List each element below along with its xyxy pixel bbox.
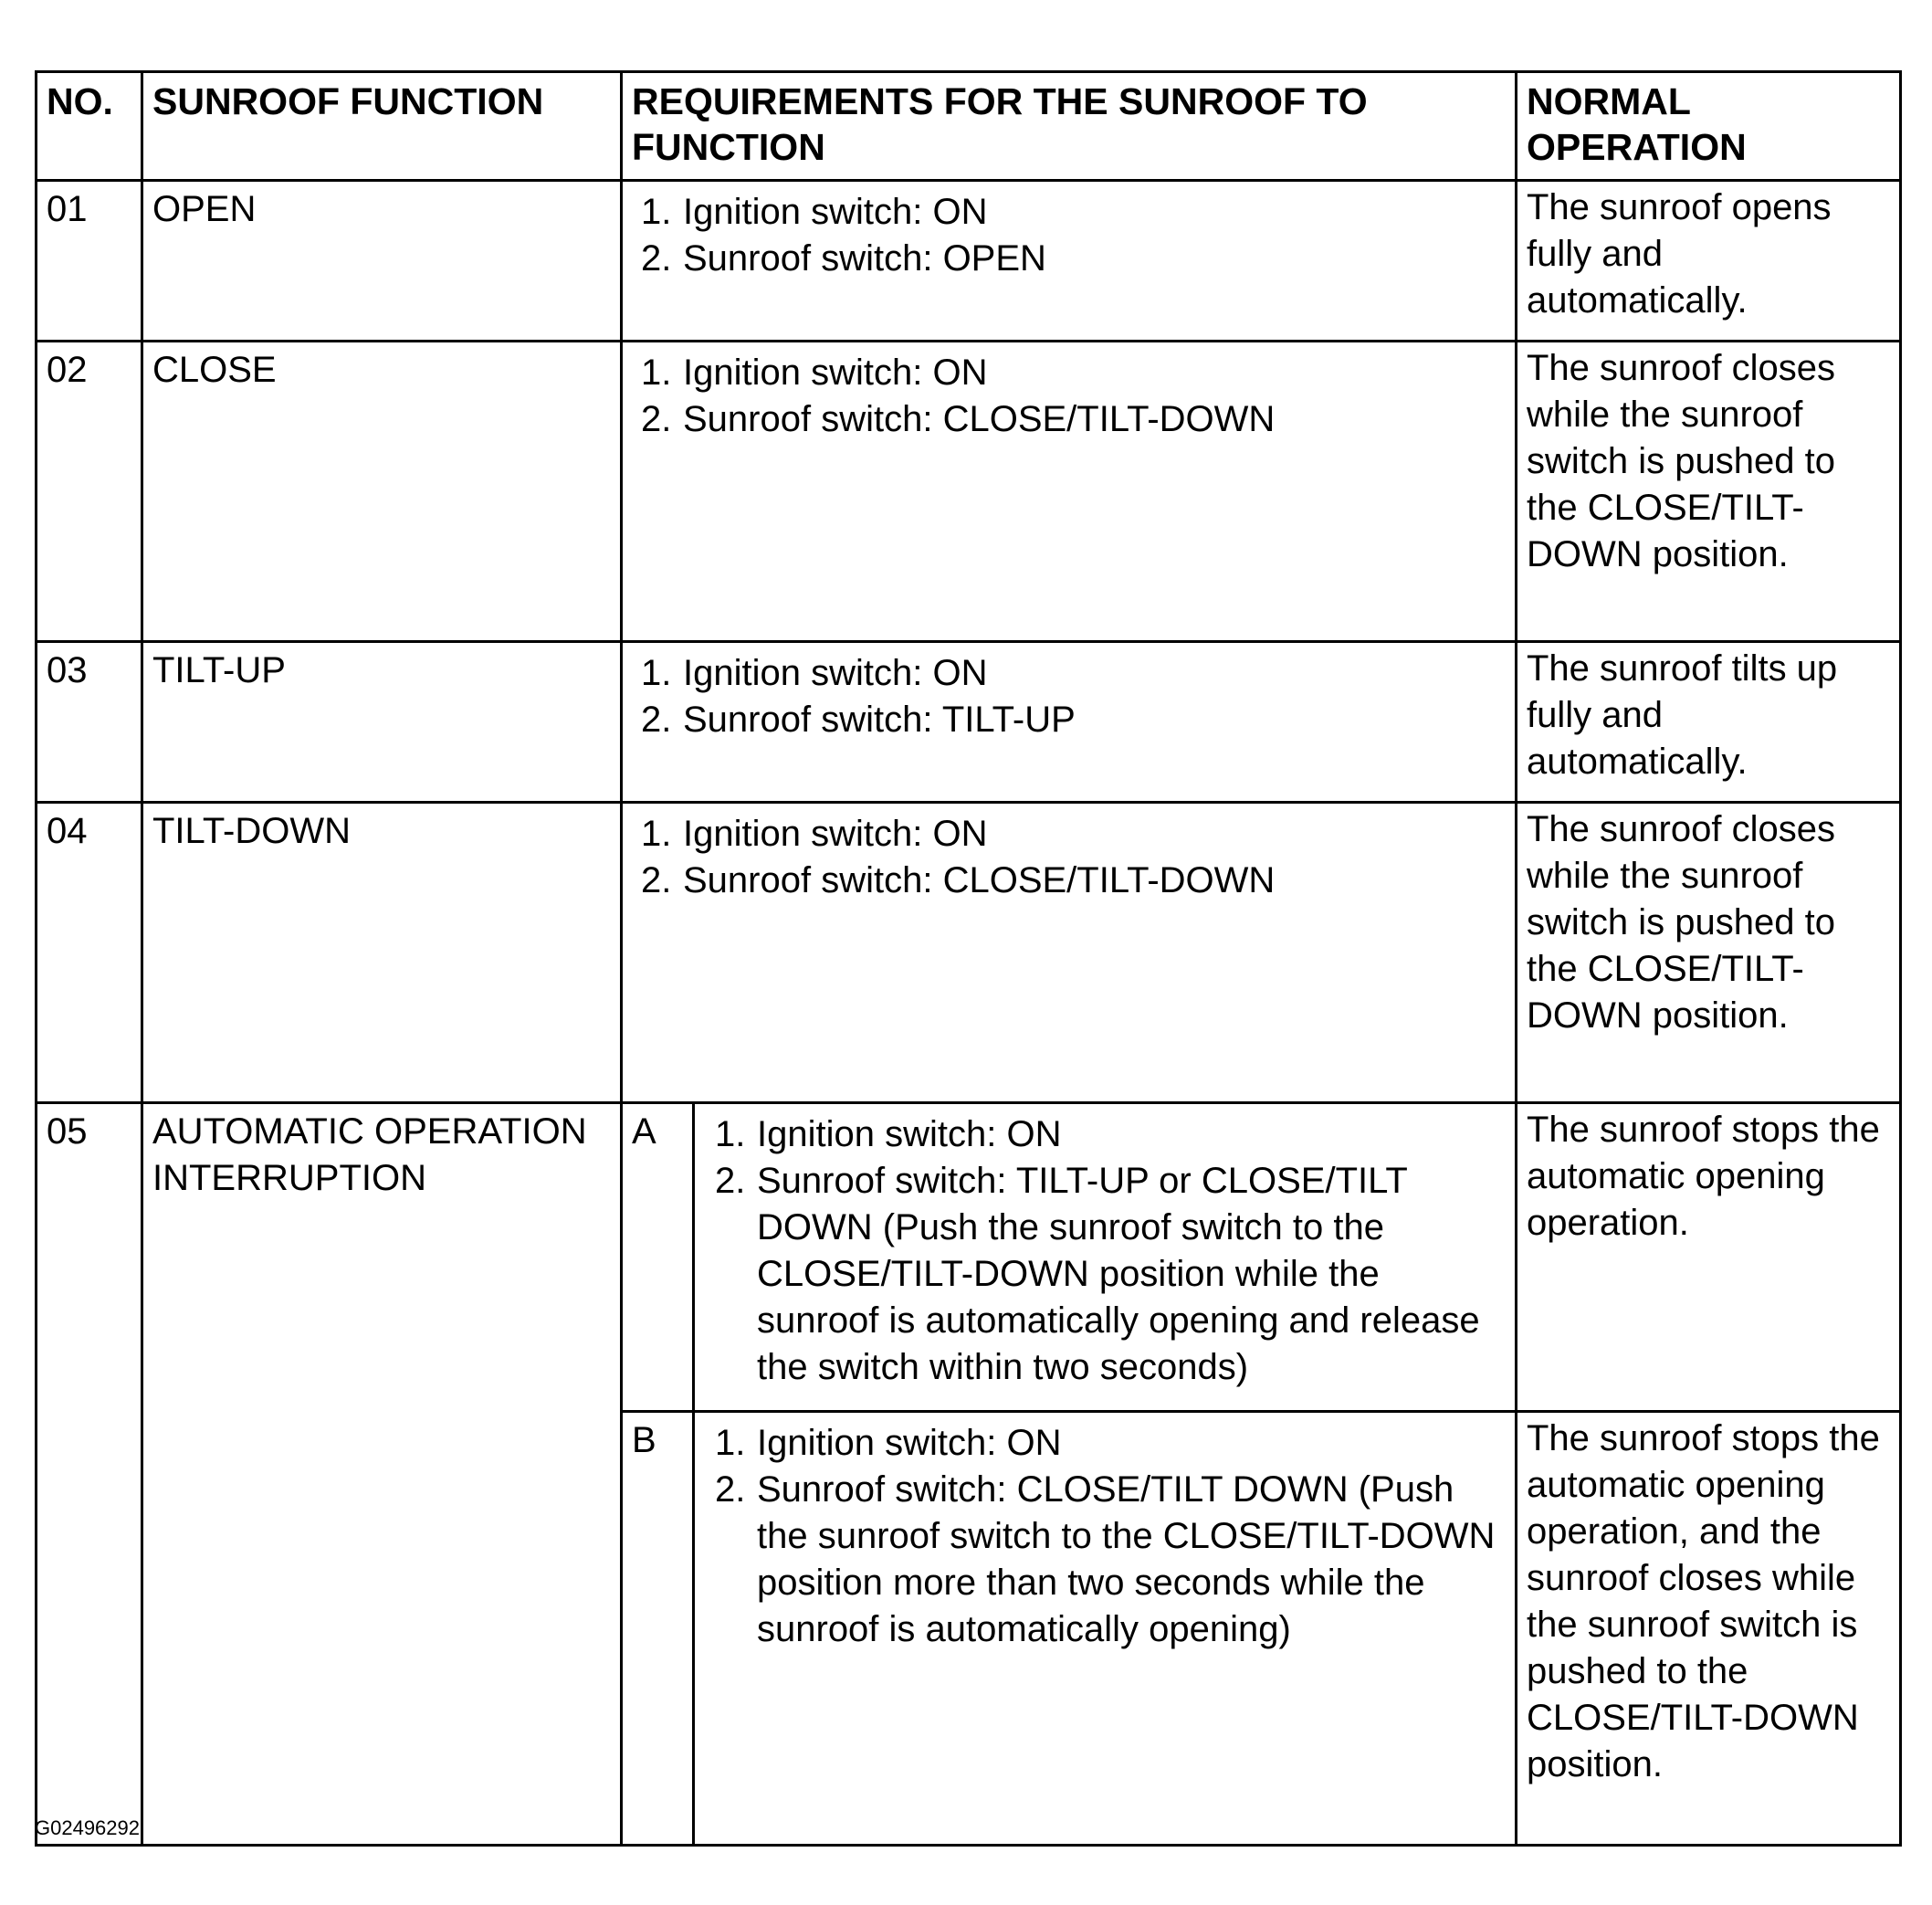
row-number: 02 bbox=[37, 342, 142, 642]
table-header-row bbox=[37, 72, 1901, 181]
normal-operation: The sunroof stops the automatic opening operation. bbox=[1517, 1103, 1901, 1412]
requirement-text: Sunroof switch: CLOSE/TILT-DOWN bbox=[683, 860, 1276, 900]
list-number: 1. bbox=[641, 653, 672, 693]
requirements-list bbox=[641, 350, 1515, 443]
list-item bbox=[641, 811, 1515, 858]
list-item bbox=[641, 350, 1515, 396]
row-number: 01 bbox=[37, 181, 142, 342]
list-number: 1. bbox=[715, 1423, 746, 1463]
requirements-cell bbox=[694, 1103, 1517, 1412]
requirement-text: Sunroof switch: TILT-UP bbox=[683, 700, 1076, 740]
requirement-text: Ignition switch: ON bbox=[757, 1114, 1062, 1154]
requirement-text: Ignition switch: ON bbox=[683, 814, 988, 854]
normal-operation: The sunroof stops the automatic opening operation, and the sunroof closes while the sunroof switch is pushed to the CLOSE/TILT-DOWN position. bbox=[1517, 1412, 1901, 1846]
header-no: NO. bbox=[37, 72, 142, 181]
list-item bbox=[641, 396, 1515, 443]
requirement-text: Ignition switch: ON bbox=[757, 1423, 1062, 1463]
requirement-text: Ignition switch: ON bbox=[683, 653, 988, 693]
header-normal-operation: NORMAL OPERATION bbox=[1517, 72, 1901, 181]
list-number: 1. bbox=[641, 192, 672, 232]
sunroof-function-table-container bbox=[35, 70, 1899, 1847]
header-requirements: REQUIREMENTS FOR THE SUNROOF TO FUNCTION bbox=[622, 72, 1517, 181]
requirements-list bbox=[641, 189, 1515, 282]
requirements-list bbox=[715, 1111, 1502, 1391]
list-item bbox=[715, 1158, 1502, 1391]
table-row bbox=[37, 803, 1901, 1103]
list-item bbox=[641, 189, 1515, 236]
requirements-cell bbox=[622, 803, 1517, 1103]
list-item bbox=[641, 858, 1515, 904]
sunroof-function: CLOSE bbox=[142, 342, 622, 642]
list-item bbox=[715, 1111, 1502, 1158]
sunroof-function: AUTOMATIC OPERATION INTERRUPTION bbox=[142, 1103, 622, 1846]
list-number: 1. bbox=[641, 814, 672, 854]
table-row bbox=[37, 642, 1901, 803]
list-number: 2. bbox=[715, 1469, 746, 1510]
requirements-list bbox=[641, 811, 1515, 904]
requirements-list bbox=[641, 650, 1515, 743]
requirements-cell bbox=[622, 181, 1517, 342]
list-number: 2. bbox=[641, 399, 672, 439]
list-number: 1. bbox=[715, 1114, 746, 1154]
row-number: 05 bbox=[37, 1103, 142, 1846]
list-number: 1. bbox=[641, 353, 672, 393]
list-item bbox=[641, 236, 1515, 282]
list-item bbox=[715, 1420, 1502, 1467]
requirement-text: Sunroof switch: TILT-UP or CLOSE/TILT DOWN (Push the sunroof switch to the CLOSE/TILT-DOWN position while the sunroof is automatically opening and release the switch within two seconds) bbox=[757, 1161, 1480, 1387]
requirement-text: Sunroof switch: CLOSE/TILT DOWN (Push the sunroof switch to the CLOSE/TILT-DOWN position more than two seconds while the sunroof is automatically opening) bbox=[757, 1469, 1496, 1649]
normal-operation: The sunroof closes while the sunroof switch is pushed to the CLOSE/TILT-DOWN position. bbox=[1517, 803, 1901, 1103]
normal-operation: The sunroof closes while the sunroof switch is pushed to the CLOSE/TILT-DOWN position. bbox=[1517, 342, 1901, 642]
table-row bbox=[37, 342, 1901, 642]
list-item bbox=[641, 697, 1515, 743]
requirements-cell bbox=[622, 342, 1517, 642]
requirement-text: Ignition switch: ON bbox=[683, 353, 988, 393]
requirement-text: Ignition switch: ON bbox=[683, 192, 988, 232]
normal-operation: The sunroof tilts up fully and automatically. bbox=[1517, 642, 1901, 803]
table-row bbox=[37, 181, 1901, 342]
list-item bbox=[715, 1467, 1502, 1653]
sunroof-function: TILT-DOWN bbox=[142, 803, 622, 1103]
requirement-text: Sunroof switch: OPEN bbox=[683, 238, 1046, 279]
list-number: 2. bbox=[641, 238, 672, 279]
header-sunroof-function: SUNROOF FUNCTION bbox=[142, 72, 622, 181]
table-row bbox=[37, 1103, 1901, 1412]
row-number: 03 bbox=[37, 642, 142, 803]
requirements-cell bbox=[622, 642, 1517, 803]
subrow-label: B bbox=[622, 1412, 694, 1846]
row-number: 04 bbox=[37, 803, 142, 1103]
requirement-text: Sunroof switch: CLOSE/TILT-DOWN bbox=[683, 399, 1276, 439]
sunroof-function: TILT-UP bbox=[142, 642, 622, 803]
list-number: 2. bbox=[641, 700, 672, 740]
requirements-cell bbox=[694, 1412, 1517, 1846]
list-item bbox=[641, 650, 1515, 697]
requirements-list bbox=[715, 1420, 1502, 1653]
list-number: 2. bbox=[715, 1161, 746, 1201]
list-number: 2. bbox=[641, 860, 672, 900]
normal-operation: The sunroof opens fully and automatically. bbox=[1517, 181, 1901, 342]
figure-id: G02496292 bbox=[35, 1816, 140, 1839]
sunroof-function-table bbox=[35, 70, 1902, 1847]
sunroof-function: OPEN bbox=[142, 181, 622, 342]
subrow-label: A bbox=[622, 1103, 694, 1412]
